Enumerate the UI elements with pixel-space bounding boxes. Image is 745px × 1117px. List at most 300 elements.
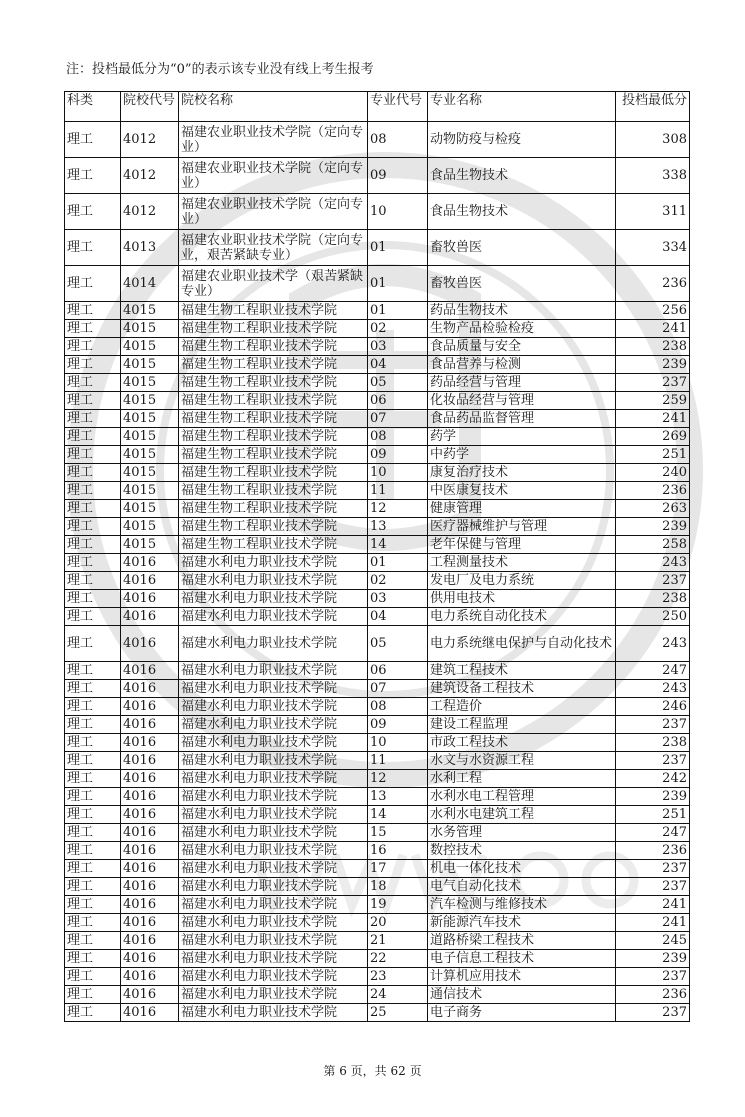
table-row: [65, 590, 690, 608]
cell-kelei: 理工: [65, 986, 121, 1004]
table-row: [65, 734, 690, 752]
cell-kelei: 理工: [65, 680, 121, 698]
cell-min-score: 238: [616, 338, 690, 356]
table-row: [65, 518, 690, 536]
cell-major-name: 食品生物技术: [428, 158, 616, 194]
cell-major-name: 建筑设备工程技术: [428, 680, 616, 698]
cell-kelei: 理工: [65, 806, 121, 824]
cell-school-name: 福建水利电力职业技术学院: [179, 932, 368, 950]
cell-major-code: 13: [368, 518, 428, 536]
cell-min-score: 245: [616, 932, 690, 950]
cell-kelei: 理工: [65, 896, 121, 914]
cell-school-code: 4012: [121, 158, 179, 194]
page-footer: 第 6 页，共 62 页: [323, 1064, 422, 1078]
cell-school-code: 4016: [121, 1004, 179, 1022]
table-row: [65, 806, 690, 824]
table-row: [65, 680, 690, 698]
cell-kelei: 理工: [65, 320, 121, 338]
table-row: [65, 572, 690, 590]
cell-kelei: 理工: [65, 932, 121, 950]
cell-school-code: 4016: [121, 626, 179, 662]
cell-major-name: 通信技术: [428, 986, 616, 1004]
cell-school-code: 4015: [121, 392, 179, 410]
cell-major-name: 畜牧兽医: [428, 266, 616, 302]
table-row: [65, 122, 690, 158]
cell-school-name: 福建水利电力职业技术学院: [179, 680, 368, 698]
cell-kelei: 理工: [65, 536, 121, 554]
cell-school-code: 4015: [121, 482, 179, 500]
cell-school-name: 福建水利电力职业技术学院: [179, 590, 368, 608]
cell-major-name: 市政工程技术: [428, 734, 616, 752]
table-row: [65, 824, 690, 842]
cell-school-code: 4016: [121, 590, 179, 608]
cell-major-name: 化妆品经营与管理: [428, 392, 616, 410]
cell-kelei: 理工: [65, 464, 121, 482]
cell-kelei: 理工: [65, 572, 121, 590]
cell-major-code: 10: [368, 464, 428, 482]
cell-kelei: 理工: [65, 158, 121, 194]
cell-min-score: 240: [616, 464, 690, 482]
cell-school-name: 福建生物工程职业技术学院: [179, 500, 368, 518]
cell-min-score: 241: [616, 410, 690, 428]
cell-major-name: 老年保健与管理: [428, 536, 616, 554]
cell-major-code: 21: [368, 932, 428, 950]
cell-school-name: 福建水利电力职业技术学院: [179, 698, 368, 716]
table-header-row: [65, 92, 690, 122]
cell-kelei: 理工: [65, 626, 121, 662]
cell-major-name: 电力系统继电保护与自动化技术: [428, 626, 616, 662]
cell-major-code: 05: [368, 626, 428, 662]
cell-major-name: 中药学: [428, 446, 616, 464]
header-major-code: 专业代号: [368, 92, 428, 122]
cell-major-name: 药学: [428, 428, 616, 446]
cell-major-name: 电子商务: [428, 1004, 616, 1022]
cell-kelei: 理工: [65, 554, 121, 572]
cell-school-name: 福建生物工程职业技术学院: [179, 536, 368, 554]
cell-min-score: 259: [616, 392, 690, 410]
cell-kelei: 理工: [65, 122, 121, 158]
cell-major-name: 药品经营与管理: [428, 374, 616, 392]
cell-school-code: 4015: [121, 302, 179, 320]
cell-min-score: 241: [616, 320, 690, 338]
table-row: [65, 698, 690, 716]
cell-major-name: 电子信息工程技术: [428, 950, 616, 968]
cell-school-code: 4012: [121, 194, 179, 230]
cell-school-name: 福建水利电力职业技术学院: [179, 896, 368, 914]
cell-school-name: 福建生物工程职业技术学院: [179, 338, 368, 356]
cell-school-name: 福建水利电力职业技术学院: [179, 734, 368, 752]
table-row: [65, 356, 690, 374]
cell-school-name: 福建水利电力职业技术学院: [179, 572, 368, 590]
table-row: [65, 842, 690, 860]
cell-kelei: 理工: [65, 338, 121, 356]
cell-major-code: 10: [368, 734, 428, 752]
cell-school-code: 4014: [121, 266, 179, 302]
cell-min-score: 236: [616, 266, 690, 302]
cell-school-code: 4016: [121, 662, 179, 680]
cell-kelei: 理工: [65, 356, 121, 374]
cell-school-name: 福建生物工程职业技术学院: [179, 410, 368, 428]
cell-school-code: 4016: [121, 572, 179, 590]
cell-kelei: 理工: [65, 698, 121, 716]
cell-major-code: 25: [368, 1004, 428, 1022]
table-row: [65, 770, 690, 788]
cell-major-name: 医疗器械维护与管理: [428, 518, 616, 536]
table-row: [65, 608, 690, 626]
cell-major-code: 01: [368, 266, 428, 302]
cell-min-score: 237: [616, 374, 690, 392]
cell-school-name: 福建水利电力职业技术学院: [179, 716, 368, 734]
cell-major-name: 水务管理: [428, 824, 616, 842]
cell-min-score: 308: [616, 122, 690, 158]
cell-major-code: 04: [368, 608, 428, 626]
cell-major-name: 健康管理: [428, 500, 616, 518]
cell-major-name: 电气自动化技术: [428, 878, 616, 896]
cell-major-code: 15: [368, 824, 428, 842]
cell-major-code: 08: [368, 698, 428, 716]
table-row: [65, 950, 690, 968]
table-row: [65, 338, 690, 356]
table-row: [65, 428, 690, 446]
cell-school-name: 福建水利电力职业技术学院: [179, 554, 368, 572]
table-row: [65, 194, 690, 230]
cell-school-code: 4016: [121, 698, 179, 716]
cell-major-name: 计算机应用技术: [428, 968, 616, 986]
cell-school-name: 福建生物工程职业技术学院: [179, 446, 368, 464]
cell-major-name: 康复治疗技术: [428, 464, 616, 482]
cell-major-code: 03: [368, 590, 428, 608]
cell-kelei: 理工: [65, 752, 121, 770]
cell-school-code: 4016: [121, 896, 179, 914]
table-row: [65, 410, 690, 428]
cell-kelei: 理工: [65, 392, 121, 410]
cell-major-name: 食品药品监督管理: [428, 410, 616, 428]
cell-school-code: 4016: [121, 752, 179, 770]
cell-major-name: 建筑工程技术: [428, 662, 616, 680]
cell-school-name: 福建水利电力职业技术学院: [179, 878, 368, 896]
cell-school-name: 福建水利电力职业技术学院: [179, 824, 368, 842]
table-row: [65, 374, 690, 392]
cell-major-name: 发电厂及电力系统: [428, 572, 616, 590]
cell-major-name: 药品生物技术: [428, 302, 616, 320]
cell-kelei: 理工: [65, 968, 121, 986]
cell-major-name: 电力系统自动化技术: [428, 608, 616, 626]
cell-school-name: 福建水利电力职业技术学院: [179, 806, 368, 824]
cell-min-score: 258: [616, 536, 690, 554]
cell-school-code: 4016: [121, 788, 179, 806]
cell-major-name: 工程造价: [428, 698, 616, 716]
cell-major-code: 08: [368, 428, 428, 446]
cell-kelei: 理工: [65, 914, 121, 932]
cell-min-score: 239: [616, 518, 690, 536]
cell-kelei: 理工: [65, 716, 121, 734]
table-row: [65, 230, 690, 266]
cell-major-name: 新能源汽车技术: [428, 914, 616, 932]
cell-major-code: 18: [368, 878, 428, 896]
cell-min-score: 236: [616, 842, 690, 860]
cell-min-score: 237: [616, 1004, 690, 1022]
cell-kelei: 理工: [65, 860, 121, 878]
cell-min-score: 236: [616, 986, 690, 1004]
cell-school-code: 4013: [121, 230, 179, 266]
cell-kelei: 理工: [65, 1004, 121, 1022]
cell-major-code: 09: [368, 716, 428, 734]
cell-school-code: 4012: [121, 122, 179, 158]
cell-major-name: 畜牧兽医: [428, 230, 616, 266]
cell-school-code: 4016: [121, 968, 179, 986]
cell-major-code: 02: [368, 320, 428, 338]
cell-major-name: 动物防疫与检疫: [428, 122, 616, 158]
cell-kelei: 理工: [65, 878, 121, 896]
cell-min-score: 237: [616, 572, 690, 590]
cell-major-code: 06: [368, 662, 428, 680]
cell-school-code: 4016: [121, 770, 179, 788]
cell-school-code: 4015: [121, 338, 179, 356]
cell-kelei: 理工: [65, 770, 121, 788]
cell-major-code: 20: [368, 914, 428, 932]
cell-min-score: 243: [616, 554, 690, 572]
cell-school-name: 福建农业职业技术学院（定向专业）: [179, 194, 368, 230]
cell-major-name: 中医康复技术: [428, 482, 616, 500]
cell-major-name: 数控技术: [428, 842, 616, 860]
table-row: [65, 482, 690, 500]
cell-min-score: 237: [616, 860, 690, 878]
cell-school-code: 4015: [121, 320, 179, 338]
cell-school-name: 福建水利电力职业技术学院: [179, 626, 368, 662]
cell-school-code: 4016: [121, 878, 179, 896]
table-row: [65, 914, 690, 932]
cell-major-name: 道路桥梁工程技术: [428, 932, 616, 950]
header-kelei: 科类: [65, 92, 121, 122]
cell-min-score: 239: [616, 356, 690, 374]
cell-school-code: 4016: [121, 806, 179, 824]
cell-kelei: 理工: [65, 788, 121, 806]
cell-school-name: 福建生物工程职业技术学院: [179, 464, 368, 482]
cell-school-code: 4016: [121, 932, 179, 950]
table-row: [65, 392, 690, 410]
cell-school-name: 福建水利电力职业技术学院: [179, 1004, 368, 1022]
cell-major-code: 09: [368, 446, 428, 464]
cell-kelei: 理工: [65, 266, 121, 302]
cell-min-score: 241: [616, 896, 690, 914]
table-row: [65, 302, 690, 320]
table-row: [65, 500, 690, 518]
cell-major-code: 22: [368, 950, 428, 968]
cell-major-code: 07: [368, 680, 428, 698]
cell-min-score: 239: [616, 788, 690, 806]
cell-school-name: 福建水利电力职业技术学院: [179, 950, 368, 968]
cell-major-code: 08: [368, 122, 428, 158]
cell-major-name: 水利水电工程管理: [428, 788, 616, 806]
cell-major-code: 19: [368, 896, 428, 914]
cell-school-name: 福建生物工程职业技术学院: [179, 482, 368, 500]
cell-major-code: 10: [368, 194, 428, 230]
cell-major-code: 11: [368, 752, 428, 770]
cell-min-score: 243: [616, 626, 690, 662]
table-row: [65, 986, 690, 1004]
cell-min-score: 243: [616, 680, 690, 698]
cell-major-code: 11: [368, 482, 428, 500]
cell-school-name: 福建水利电力职业技术学院: [179, 986, 368, 1004]
cell-kelei: 理工: [65, 950, 121, 968]
header-min-score: 投档最低分: [616, 92, 690, 122]
cell-kelei: 理工: [65, 842, 121, 860]
table-row: [65, 878, 690, 896]
cell-school-name: 福建生物工程职业技术学院: [179, 392, 368, 410]
cell-school-code: 4016: [121, 842, 179, 860]
cell-major-code: 13: [368, 788, 428, 806]
cell-min-score: 334: [616, 230, 690, 266]
cell-school-code: 4016: [121, 824, 179, 842]
cell-school-code: 4016: [121, 716, 179, 734]
cell-kelei: 理工: [65, 428, 121, 446]
cell-major-name: 水利水电建筑工程: [428, 806, 616, 824]
header-school-name: 院校名称: [179, 92, 368, 122]
table-row: [65, 788, 690, 806]
cell-school-name: 福建水利电力职业技术学院: [179, 608, 368, 626]
cell-min-score: 338: [616, 158, 690, 194]
table-row: [65, 536, 690, 554]
table-row: [65, 1004, 690, 1022]
cell-major-code: 01: [368, 554, 428, 572]
admission-score-table: [64, 91, 690, 1022]
cell-school-code: 4015: [121, 374, 179, 392]
header-school-code: 院校代号: [121, 92, 179, 122]
note-text: 注：投档最低分为“0”的表示该专业没有线上考生报考: [66, 62, 374, 77]
cell-major-name: 建设工程监理: [428, 716, 616, 734]
table-row: [65, 752, 690, 770]
cell-major-code: 02: [368, 572, 428, 590]
cell-school-name: 福建水利电力职业技术学院: [179, 860, 368, 878]
cell-school-name: 福建生物工程职业技术学院: [179, 356, 368, 374]
table-row: [65, 968, 690, 986]
table-row: [65, 446, 690, 464]
cell-kelei: 理工: [65, 410, 121, 428]
cell-min-score: 236: [616, 482, 690, 500]
cell-major-code: 01: [368, 230, 428, 266]
cell-school-code: 4015: [121, 410, 179, 428]
table-row: [65, 662, 690, 680]
table-row: [65, 158, 690, 194]
cell-major-code: 06: [368, 392, 428, 410]
cell-min-score: 242: [616, 770, 690, 788]
cell-min-score: 269: [616, 428, 690, 446]
cell-major-name: 供用电技术: [428, 590, 616, 608]
cell-school-code: 4016: [121, 554, 179, 572]
cell-school-code: 4016: [121, 914, 179, 932]
cell-min-score: 237: [616, 716, 690, 734]
cell-min-score: 238: [616, 734, 690, 752]
cell-school-name: 福建农业职业技术学院（定向专业，艰苦紧缺专业）: [179, 230, 368, 266]
table-row: [65, 266, 690, 302]
cell-major-code: 09: [368, 158, 428, 194]
cell-min-score: 237: [616, 878, 690, 896]
cell-school-name: 福建水利电力职业技术学院: [179, 842, 368, 860]
cell-school-code: 4016: [121, 608, 179, 626]
cell-major-code: 12: [368, 500, 428, 518]
header-major-name: 专业名称: [428, 92, 616, 122]
cell-school-code: 4016: [121, 986, 179, 1004]
cell-min-score: 237: [616, 752, 690, 770]
cell-kelei: 理工: [65, 446, 121, 464]
cell-major-name: 水利工程: [428, 770, 616, 788]
cell-school-name: 福建生物工程职业技术学院: [179, 518, 368, 536]
cell-school-code: 4015: [121, 428, 179, 446]
cell-school-name: 福建水利电力职业技术学院: [179, 770, 368, 788]
cell-major-name: 水文与水资源工程: [428, 752, 616, 770]
cell-school-code: 4016: [121, 950, 179, 968]
cell-min-score: 241: [616, 914, 690, 932]
cell-major-name: 食品生物技术: [428, 194, 616, 230]
cell-school-name: 福建生物工程职业技术学院: [179, 302, 368, 320]
table-row: [65, 626, 690, 662]
cell-kelei: 理工: [65, 194, 121, 230]
cell-school-code: 4016: [121, 734, 179, 752]
cell-major-code: 07: [368, 410, 428, 428]
table-row: [65, 896, 690, 914]
table-row: [65, 320, 690, 338]
cell-min-score: 251: [616, 446, 690, 464]
cell-min-score: 256: [616, 302, 690, 320]
cell-min-score: 251: [616, 806, 690, 824]
cell-major-name: 机电一体化技术: [428, 860, 616, 878]
cell-kelei: 理工: [65, 500, 121, 518]
cell-school-code: 4015: [121, 518, 179, 536]
cell-major-name: 食品营养与检测: [428, 356, 616, 374]
cell-school-name: 福建生物工程职业技术学院: [179, 374, 368, 392]
cell-major-code: 23: [368, 968, 428, 986]
table-row: [65, 554, 690, 572]
cell-min-score: 239: [616, 950, 690, 968]
cell-min-score: 247: [616, 824, 690, 842]
cell-kelei: 理工: [65, 374, 121, 392]
cell-school-name: 福建水利电力职业技术学院: [179, 662, 368, 680]
cell-major-name: 生物产品检验检疫: [428, 320, 616, 338]
cell-school-name: 福建水利电力职业技术学院: [179, 914, 368, 932]
table-row: [65, 464, 690, 482]
cell-school-name: 福建水利电力职业技术学院: [179, 788, 368, 806]
cell-kelei: 理工: [65, 608, 121, 626]
cell-kelei: 理工: [65, 302, 121, 320]
cell-school-code: 4015: [121, 500, 179, 518]
table-row: [65, 932, 690, 950]
cell-kelei: 理工: [65, 230, 121, 266]
cell-kelei: 理工: [65, 662, 121, 680]
cell-school-name: 福建水利电力职业技术学院: [179, 752, 368, 770]
cell-major-name: 汽车检测与维修技术: [428, 896, 616, 914]
cell-major-code: 16: [368, 842, 428, 860]
cell-kelei: 理工: [65, 518, 121, 536]
cell-min-score: 247: [616, 662, 690, 680]
cell-school-code: 4015: [121, 536, 179, 554]
cell-min-score: 263: [616, 500, 690, 518]
cell-school-name: 福建农业职业技术学院（定向专业）: [179, 158, 368, 194]
cell-school-name: 福建水利电力职业技术学院: [179, 968, 368, 986]
cell-kelei: 理工: [65, 590, 121, 608]
table-row: [65, 860, 690, 878]
cell-min-score: 311: [616, 194, 690, 230]
cell-min-score: 237: [616, 968, 690, 986]
cell-kelei: 理工: [65, 824, 121, 842]
cell-major-name: 工程测量技术: [428, 554, 616, 572]
cell-kelei: 理工: [65, 734, 121, 752]
cell-min-score: 250: [616, 608, 690, 626]
cell-major-code: 14: [368, 536, 428, 554]
table-row: [65, 716, 690, 734]
cell-school-code: 4016: [121, 860, 179, 878]
cell-school-code: 4015: [121, 446, 179, 464]
cell-school-code: 4015: [121, 356, 179, 374]
